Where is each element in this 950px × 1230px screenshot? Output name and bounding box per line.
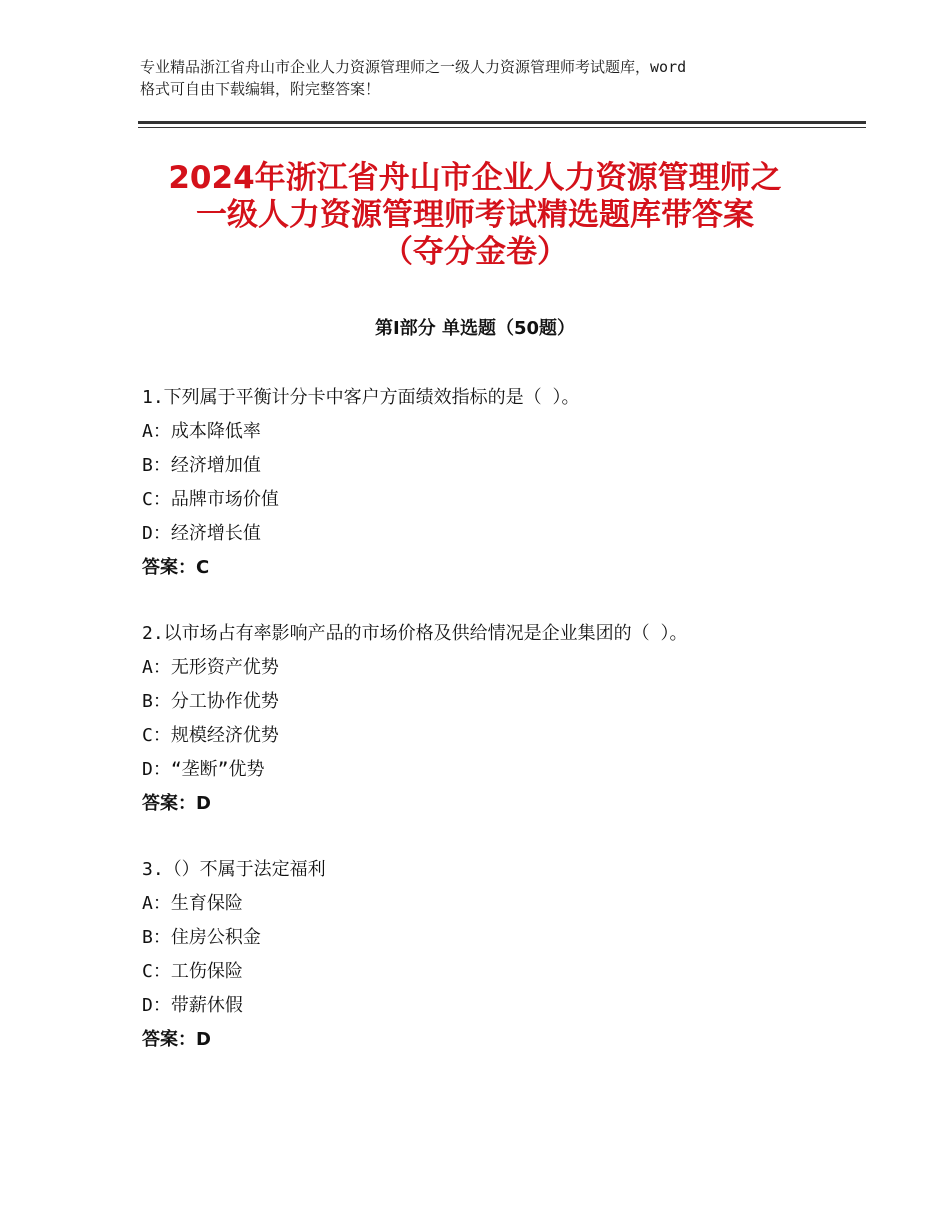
question-1	[142, 381, 862, 585]
option-c: C：规模经济优势	[142, 725, 279, 746]
question-3	[142, 853, 862, 1057]
header-note-line: 专业精品浙江省舟山市企业人力资源管理师之一级人力资源管理师考试题库，word	[140, 58, 687, 76]
question-stem: 2.以市场占有率影响产品的市场价格及供给情况是企业集团的（ ）。	[142, 623, 688, 644]
option-c: C：品牌市场价值	[142, 489, 279, 510]
option-c: C：工伤保险	[142, 961, 243, 982]
answer-line: 答案：C	[142, 557, 210, 578]
answer-line: 答案：D	[142, 793, 211, 814]
option-b: B：住房公积金	[142, 927, 261, 948]
option-b: B：分工协作优势	[142, 691, 279, 712]
title-line: 一级人力资源管理师考试精选题库带答案	[196, 197, 754, 233]
option-d: D：“垄断”优势	[142, 759, 265, 780]
header-divider-thin	[138, 127, 866, 128]
header-divider	[138, 121, 866, 124]
title-line: 2024年浙江省舟山市企业人力资源管理师之	[168, 160, 782, 196]
question-stem: 3.（）不属于法定福利	[142, 859, 326, 880]
question-stem: 1.下列属于平衡计分卡中客户方面绩效指标的是（ ）。	[142, 387, 580, 408]
option-a: A：成本降低率	[142, 421, 261, 442]
option-a: A：生育保险	[142, 893, 243, 914]
question-2	[142, 617, 862, 821]
option-d: D：经济增长值	[142, 523, 261, 544]
question-list	[142, 381, 862, 1089]
option-a: A：无形资产优势	[142, 657, 279, 678]
option-b: B：经济增加值	[142, 455, 261, 476]
option-d: D：带薪休假	[142, 995, 243, 1016]
header-note	[140, 56, 840, 100]
answer-line: 答案：D	[142, 1029, 211, 1050]
header-note-line: 格式可自由下载编辑，附完整答案！	[140, 80, 381, 98]
section-title: 第Ⅰ部分 单选题（50题）	[374, 318, 575, 339]
document-title	[100, 160, 850, 271]
title-line: （夺分金卷）	[382, 234, 568, 270]
